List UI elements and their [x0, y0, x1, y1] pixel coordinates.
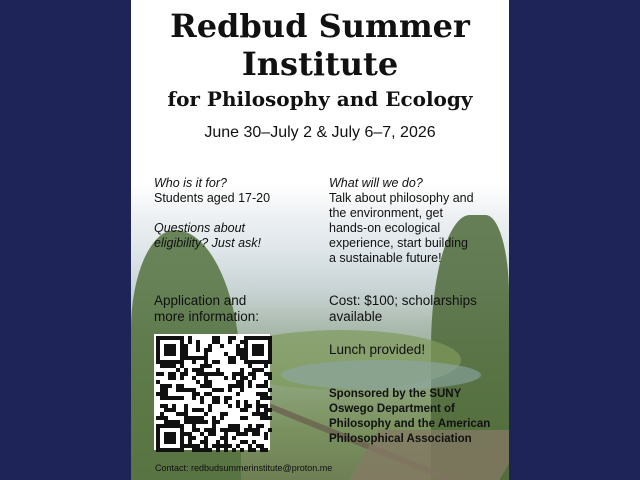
qr-module	[184, 372, 188, 376]
qr-module	[224, 448, 228, 452]
qr-module	[268, 360, 272, 364]
sponsor-line-2: Oswego Department of	[329, 403, 455, 415]
qr-module	[180, 396, 184, 400]
qr-module	[268, 376, 272, 380]
qr-module	[232, 448, 236, 452]
qr-module	[240, 388, 244, 392]
qr-module	[240, 448, 244, 452]
qr-module	[192, 360, 196, 364]
what-line-3: hands-on ecological	[329, 221, 441, 235]
sponsor-line-1: Sponsored by the SUNY	[329, 388, 462, 400]
qr-module	[232, 360, 236, 364]
lunch-note: Lunch provided!	[329, 342, 426, 357]
qr-module	[172, 352, 176, 356]
sponsor-line-3: Philosophy and the American	[329, 418, 491, 430]
qr-module	[224, 376, 228, 380]
qr-module	[204, 420, 208, 424]
qr-module	[208, 408, 212, 412]
qr-module	[248, 404, 252, 408]
background-water	[281, 360, 481, 390]
what-line-4: experience, start building	[329, 236, 468, 250]
qr-module	[244, 432, 248, 436]
qr-module	[192, 396, 196, 400]
qr-module	[216, 420, 220, 424]
qr-module	[252, 448, 256, 452]
qr-module	[244, 416, 248, 420]
qr-module	[192, 436, 196, 440]
qr-module	[252, 376, 256, 380]
qr-module	[172, 376, 176, 380]
application-line-2: more information:	[154, 309, 260, 324]
contact-email[interactable]: Contact: redbudsummerinstitute@proton.me	[155, 463, 333, 473]
questions-line-2: eligibility? Just ask!	[154, 236, 261, 250]
qr-module	[172, 440, 176, 444]
sponsor-line-4: Philosophical Association	[329, 433, 472, 445]
qr-module	[228, 404, 232, 408]
what-line-1: Talk about philosophy and	[329, 191, 474, 205]
qr-module	[208, 448, 212, 452]
qr-module	[220, 344, 224, 348]
qr-module	[232, 336, 236, 340]
what-line-2: the environment, get	[329, 206, 443, 220]
qr-module	[244, 408, 248, 412]
event-dates: June 30–July 2 & July 6–7, 2026	[204, 124, 436, 141]
qr-module	[236, 392, 240, 396]
qr-module	[248, 384, 252, 388]
qr-module	[196, 348, 200, 352]
qr-module	[268, 396, 272, 400]
qr-module	[232, 436, 236, 440]
qr-module	[216, 400, 220, 404]
title-line-1: Redbud Summer	[170, 7, 470, 45]
qr-module	[228, 396, 232, 400]
title-line-2: Institute	[241, 45, 399, 83]
qr-module	[220, 388, 224, 392]
qr-module	[260, 424, 264, 428]
qr-module	[264, 448, 268, 452]
what-line-5: a sustainable future!	[329, 251, 442, 265]
cost-line-1: Cost: $100; scholarships	[329, 293, 477, 308]
qr-module	[180, 376, 184, 380]
qr-module	[268, 416, 272, 420]
subtitle: for Philosophy and Ecology	[167, 87, 473, 111]
qr-module	[204, 412, 208, 416]
qr-module	[208, 364, 212, 368]
cost-line-2: available	[329, 309, 383, 324]
qr-module	[212, 432, 216, 436]
what-heading: What will we do?	[329, 176, 423, 190]
qr-module	[160, 372, 164, 376]
qr-module	[216, 360, 220, 364]
qr-module	[216, 448, 220, 452]
qr-module	[228, 340, 232, 344]
qr-module	[264, 364, 268, 368]
application-line-1: Application and	[154, 293, 247, 308]
who-heading: Who is it for?	[154, 176, 227, 190]
qr-module	[200, 400, 204, 404]
qr-module	[220, 416, 224, 420]
qr-module	[268, 428, 272, 432]
qr-module	[268, 388, 272, 392]
qr-module	[268, 408, 272, 412]
qr-module	[188, 340, 192, 344]
questions-line-1: Questions about	[154, 221, 246, 235]
qr-module	[256, 432, 260, 436]
qr-module	[264, 436, 268, 440]
qr-module	[228, 388, 232, 392]
qr-module	[168, 384, 172, 388]
event-poster	[131, 0, 509, 480]
qr-module	[260, 352, 264, 356]
qr-module	[180, 448, 184, 452]
who-text: Students aged 17-20	[154, 191, 271, 205]
qr-code-icon[interactable]	[154, 334, 270, 450]
qr-module	[224, 412, 228, 416]
qr-module	[208, 348, 212, 352]
